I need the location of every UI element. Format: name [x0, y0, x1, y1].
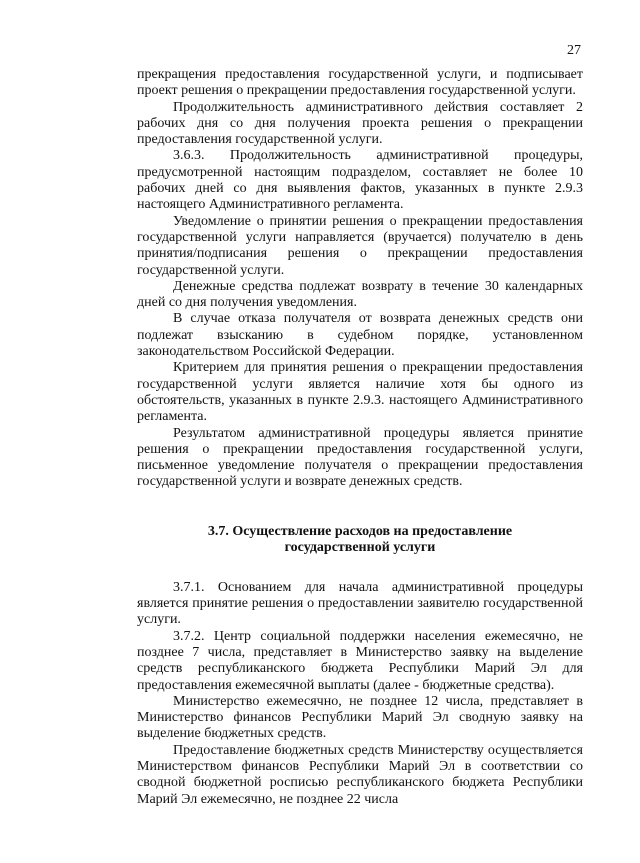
paragraph: В случае отказа получателя от возврата денежных средств они подлежат взысканию в судебном порядке, установленном законодательством Российской Федерации.	[137, 311, 583, 360]
paragraph: Продолжительность административного действия составляет 2 рабочих дня со дня получения проекта решения о прекращении предоставления государственной услуги.	[137, 99, 583, 148]
section-heading-line: 3.7. Осуществление расходов на предоставление	[207, 523, 513, 539]
paragraph: 3.7.2. Центр социальной поддержки населения ежемесячно, не позднее 7 числа, представляет в Министерство заявку на выделение средств республиканского бюджета Республики Марий Эл для предоставления ежемесячной выплаты (далее - бюджетные средства).	[137, 628, 583, 693]
section-heading	[137, 524, 583, 557]
paragraph: 3.7.1. Основанием для начала административной процедуры является принятие решения о предоставлении заявителю государственной услуги.	[137, 579, 583, 628]
paragraph: Денежные средства подлежат возврату в течение 30 календарных дней со дня получения уведомления.	[137, 278, 583, 311]
paragraph: Критерием для принятия решения о прекращении предоставления государственной услуги является наличие хотя бы одного из обстоятельств, указанных в пункте 2.9.3. настоящего Административного регламента.	[137, 360, 583, 425]
paragraph: 3.6.3. Продолжительность административной процедуры, предусмотренной настоящим подразделом, составляет не более 10 рабочих дней со дня выявления фактов, указанных в пункте 2.9.3 настоящего Административного регламента.	[137, 148, 583, 213]
paragraph: прекращения предоставления государственной услуги, и подписывает проект решения о прекращении предоставления государственной услуги.	[137, 67, 583, 99]
paragraph: Министерство ежемесячно, не позднее 12 числа, представляет в Министерство финансов Республики Марий Эл сводную заявку на выделение бюджетных средств.	[137, 693, 583, 742]
paragraph: Предоставление бюджетных средств Министерству осуществляется Министерством финансов Республики Марий Эл в соответствии со сводной бюджетной росписью республиканского бюджета Республики Марий Эл ежемесячно, не позднее 22 числа	[137, 742, 583, 807]
paragraph: Уведомление о принятии решения о прекращении предоставления государственной услуги направляется (вручается) получателю в день принятия/подписания решения о прекращении предоставления государственной услуги.	[137, 213, 583, 278]
document-body	[137, 67, 583, 808]
page-number: 27	[567, 43, 581, 58]
paragraph: Результатом административной процедуры является принятие решения о прекращении предоставления государственной услуги, письменное уведомление получателя о прекращении предоставления государственной услуги и возврате денежных средств.	[137, 425, 583, 490]
section-heading-line: государственной услуги	[284, 540, 436, 556]
